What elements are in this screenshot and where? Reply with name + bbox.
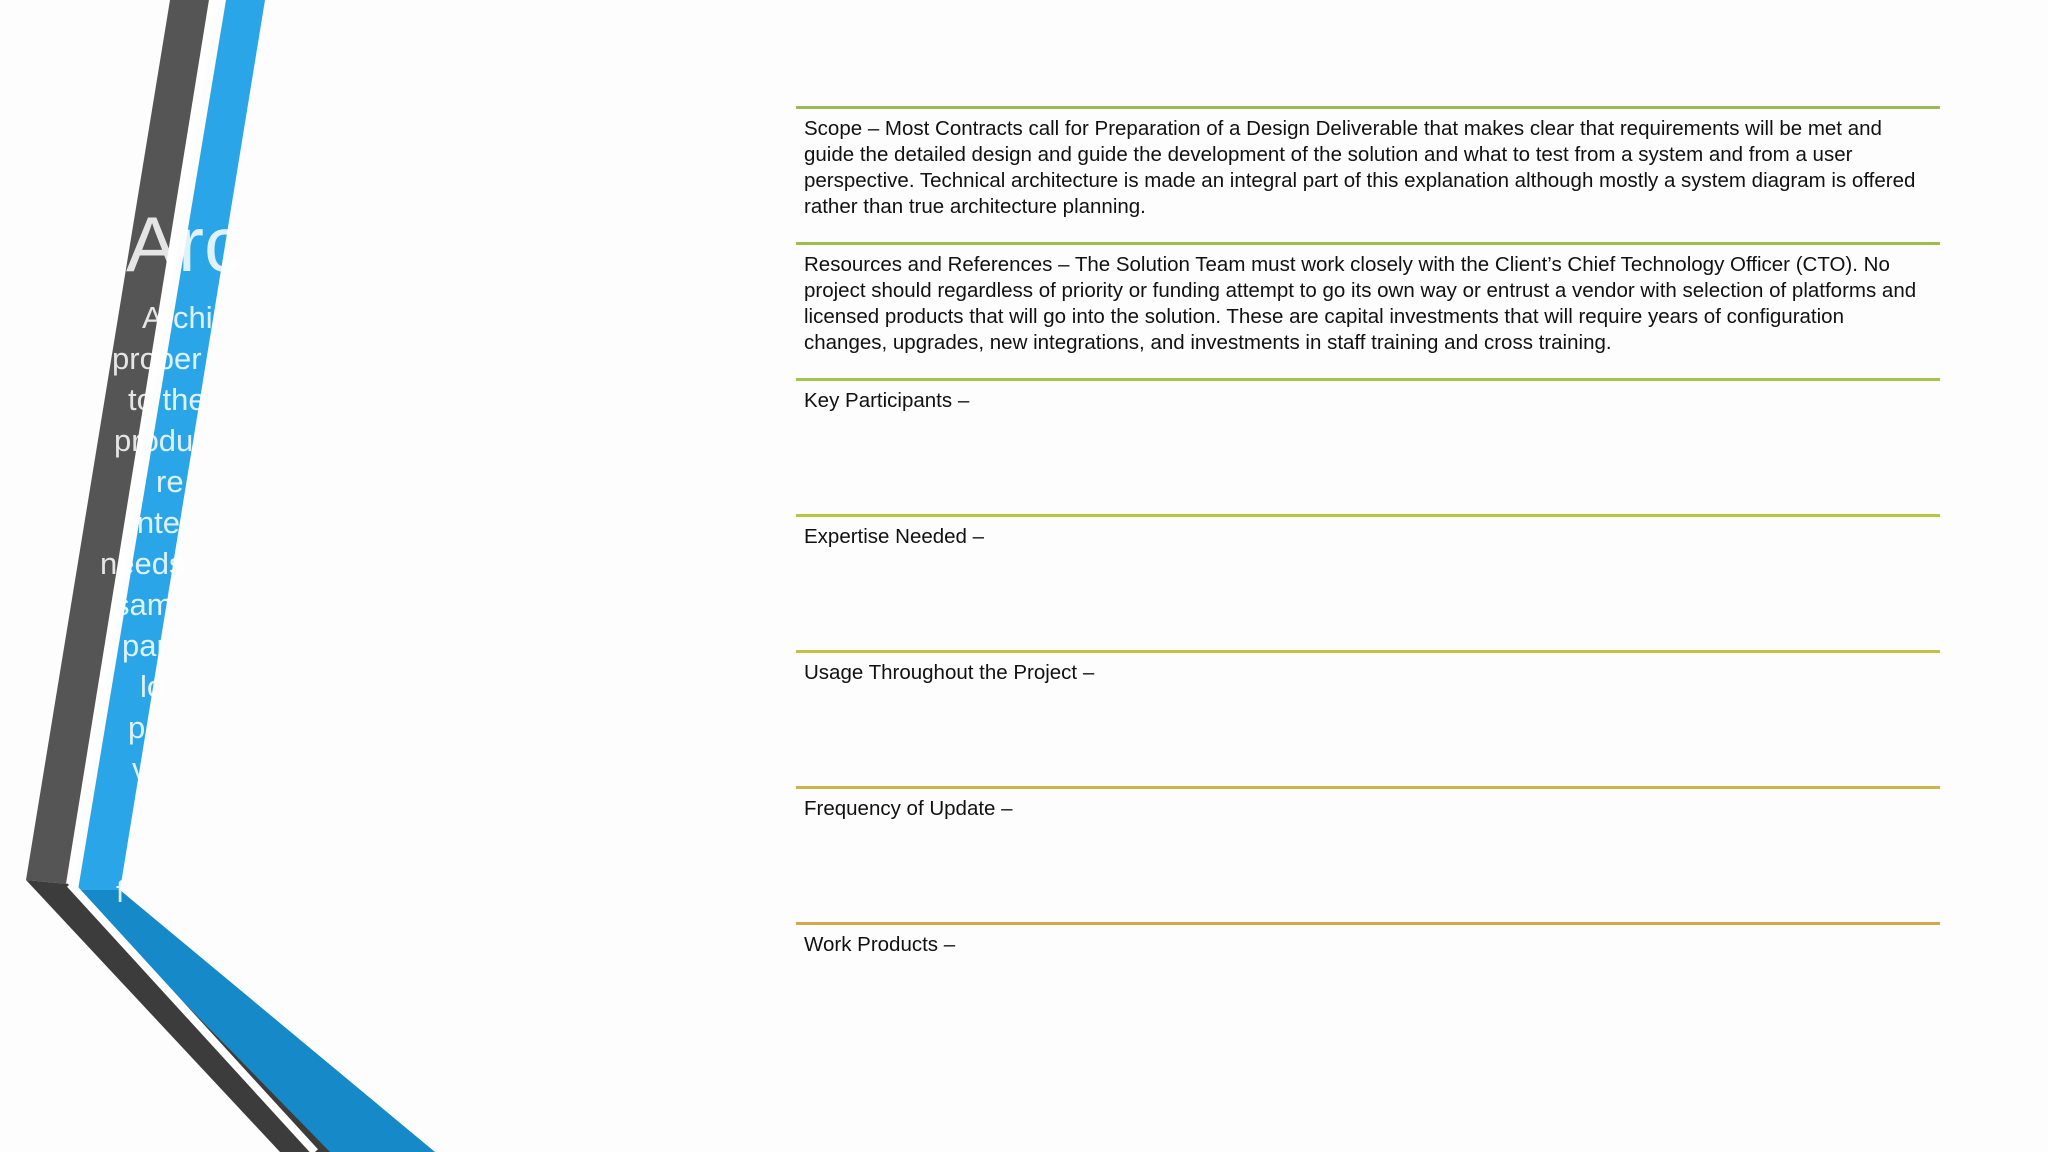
row-scope-text: Scope – Most Contracts call for Preparation of a Design Deliverable that makes clear that requirements will be met and guide the detailed design and guide the development of the solution and what to test from a system and from a user perspective. Technical architecture is made an integral part of this explanation although mostly a system diagram is offered rather than true architecture planning. <box>804 117 1916 218</box>
left-body-line: produ <box>114 423 194 458</box>
slide-title: Arc <box>126 200 243 288</box>
left-body-line: par <box>122 628 167 663</box>
row-work-products <box>796 922 1940 1058</box>
row-resources-references-text: Resources and References – The Solution Team must work closely with the Client’s Chief Technology Officer (CTO). No project should regardless of priority or funding attempt to go its own way or entrust a vendor with selection of platforms and licensed products that will go into the solution. These are capital investments that will require years of configuration changes, upgrades, new integrations, and investments in staff training and cross training. <box>804 253 1917 354</box>
stripe-separator-lower <box>70 884 315 1152</box>
left-body-line: lo <box>140 669 165 704</box>
content-rows <box>796 106 1940 1058</box>
row-expertise-needed <box>796 514 1940 650</box>
row-key-participants-text: Key Participants – <box>804 389 970 412</box>
row-work-products-text: Work Products – <box>804 933 956 956</box>
left-body-line: sam <box>114 587 173 622</box>
left-body-line: proper <box>112 341 202 376</box>
row-frequency-of-update-text: Frequency of Update – <box>804 797 1013 820</box>
row-usage-throughout-project-text: Usage Throughout the Project – <box>804 661 1095 684</box>
left-body-line: inte <box>130 505 180 540</box>
left-body-line: to the <box>128 382 206 417</box>
left-body-line: f <box>116 874 125 909</box>
row-usage-throughout-project <box>796 650 1940 786</box>
row-expertise-needed-text: Expertise Needed – <box>804 525 985 548</box>
left-title-panel <box>78 200 248 920</box>
left-body-line: v <box>132 751 148 786</box>
row-frequency-of-update <box>796 786 1940 922</box>
left-body-line: needs <box>100 546 185 581</box>
left-body-line: Archi <box>142 300 213 335</box>
dark-stripe-lower <box>26 880 330 1152</box>
row-resources-references <box>796 242 1940 378</box>
row-scope <box>796 106 1940 242</box>
left-body-line: p <box>128 710 146 745</box>
left-body-line: re <box>156 464 184 499</box>
row-key-participants <box>796 378 1940 514</box>
